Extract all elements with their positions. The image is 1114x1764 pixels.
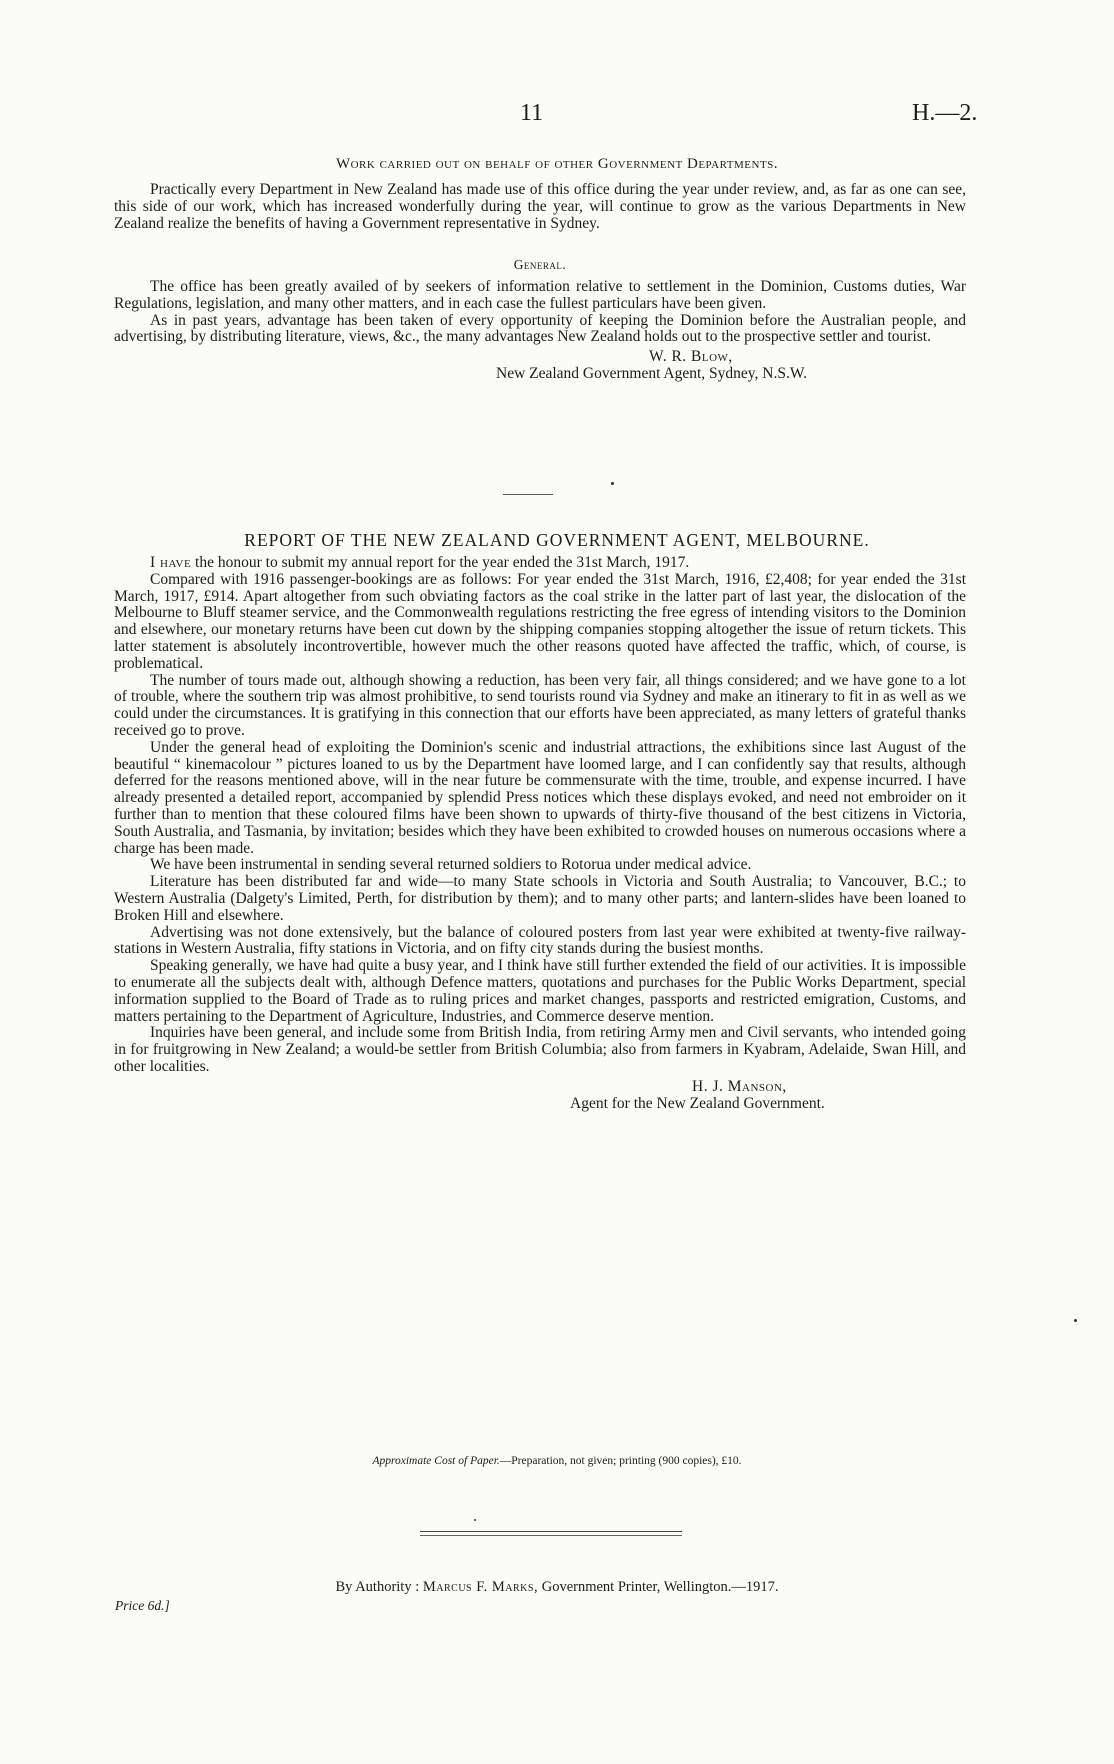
printer-name: Marcus F. Marks, [422, 1579, 539, 1595]
section-heading-other-departments: Work carried out on behalf of other Government Departments. [335, 156, 779, 172]
cost-text: —Preparation, not given; printing (900 copies), £10. [499, 1455, 742, 1467]
paragraph: Compared with 1916 passenger-bookings are as follows: For year ended the 31st March, 1916, £2,408; for year ended the 31st March, 1917, £914. Apart altogether from such obviating factors as the coal strike in the latter part of last year, the dislocation of the Melbourne to Bluff steamer service, and the Commonwealth regulations restricting the free egress of intending visitors to the Dominion and elsewhere, our monetary returns have been cut down by the shipping companies stopping altogether the issue of return tickets. This latter statement is absolutely incontrovertible, however much the other reasons quoted have affected the traffic, which, of course, is problematical. [114, 570, 966, 672]
opening-text: the honour to submit my annual report for the year ended the 31st March, 1917. [195, 554, 690, 571]
paragraph: Under the general head of exploiting the Dominion's scenic and industrial attractions, the exhibitions since last August of the beautiful “ kinemacolour ” pictures loaned to us by the Department have loomed large, and I can confidently say that results, although deferred for the reasons mentioned above, will in the near future be commensurate with the time, trouble, and expense incurred. I have already presented a detailed report, accompanied by splendid Press notices which these displays evoked, and need not embroider on it further than to mention that these coloured films have been shown to upwards of thirty-five thousand of the best citizens in Victoria, South Australia, and Tasmania, by invitation; besides which they have been exhibited to crowded houses on numerous occasions where a charge has been made. [114, 738, 966, 857]
price: Price 6d.] [115, 1598, 170, 1613]
signature-title: Agent for the New Zealand Government. [570, 1094, 825, 1112]
paragraph: Practically every Department in New Zealand has made use of this office during the year under review, and, as far as one can see, this side of our work, which has increased wonderfully during the year, will continue to grow as the various Departments in New Zealand realize the benefits of having a Government representative in Sydney. [114, 181, 966, 232]
paragraph: Advertising was not done extensively, but the balance of coloured posters from last year were exhibited at twenty-five railway-stations in Western Australia, fifty stations in Victoria, and on fifty city stands during the busiest months. [114, 923, 966, 958]
opening-word: I have [150, 554, 192, 571]
paragraph: The office has been greatly availed of by seekers of information relative to settlement in the Dominion, Customs duties, War Regulations, legislation, and many other matters, and in each case the fullest particulars have been given. [114, 278, 966, 312]
divider [420, 1535, 682, 1536]
section-general [114, 257, 966, 382]
paragraph: Inquiries have been general, and include some from British India, from retiring Army men and Civil servants, who intended going in for fruitgrowing in New Zealand; a would-be settler from British Columbia; also from farmers in Kyabram, Adelaide, Swan Hill, and other localities. [114, 1024, 966, 1075]
authority-suffix: Government Printer, Wellington.—1917. [541, 1579, 779, 1595]
printer-mark [474, 1519, 476, 1521]
paragraph: As in past years, advantage has been taken of every opportunity of keeping the Dominion before the Australian people, and advertising, by distributing literature, views, &c., the many advantages New Zealand holds out to the prospective settler and tourist. [114, 311, 966, 346]
section-report [114, 555, 966, 1112]
imprint [0, 1579, 1114, 1596]
report-heading: REPORT OF THE NEW ZEALAND GOVERNMENT AGENT, MELBOURNE. [244, 530, 870, 550]
paragraph: Speaking generally, we have had quite a busy year, and I think have still further extended the field of our activities. It is impossible to enumerate all the subjects dealt with, although Defence matters, quotations and purchases for the Public Works Department, special information supplied to the Board of Trade as to ruling prices and market changes, passports and restricted emigration, Customs, and matters pertaining to the Department of Agriculture, Industries, and Commerce deserve mention. [114, 957, 966, 1025]
paragraph: We have been instrumental in sending several returned soldiers to Rotorua under medical advice. [150, 856, 752, 874]
page-number: 11 [520, 100, 544, 126]
authority-prefix: By Authority : [335, 1579, 420, 1595]
printer-mark [611, 482, 614, 485]
cost-label: Approximate Cost of Paper. [372, 1455, 500, 1467]
divider [503, 494, 553, 495]
section-heading-general: General. [513, 257, 567, 272]
signature-title: New Zealand Government Agent, Sydney, N.S.W. [496, 365, 807, 383]
paragraph: The number of tours made out, although showing a reduction, has been very fair, all things considered; and we have gone to a lot of trouble, where the southern trip was almost prohibitive, to send tourists round via Sydney and make an itinerary to fit in as well as we could under the circumstances. It is gratifying in this connection that our efforts have been appreciated, as many letters of grateful thanks received go to prove. [114, 671, 966, 739]
printer-mark [1074, 1319, 1077, 1322]
document-reference: H.—2. [912, 100, 978, 126]
signature-name: W. R. Blow, [649, 348, 733, 366]
divider [420, 1531, 682, 1532]
section-other-departments [114, 182, 966, 232]
paragraph: Literature has been distributed far and wide—to many State schools in Victoria and South Australia; to Vancouver, B.C.; to Western Australia (Dalgety's Limited, Perth, for distribution by them); and to many other parts; and lantern-slides have been loaned to Broken Hill and elsewhere. [114, 873, 966, 924]
cost-note [0, 1455, 1114, 1467]
signature-name: H. J. Manson, [692, 1077, 787, 1095]
paragraph-opening [114, 555, 966, 572]
